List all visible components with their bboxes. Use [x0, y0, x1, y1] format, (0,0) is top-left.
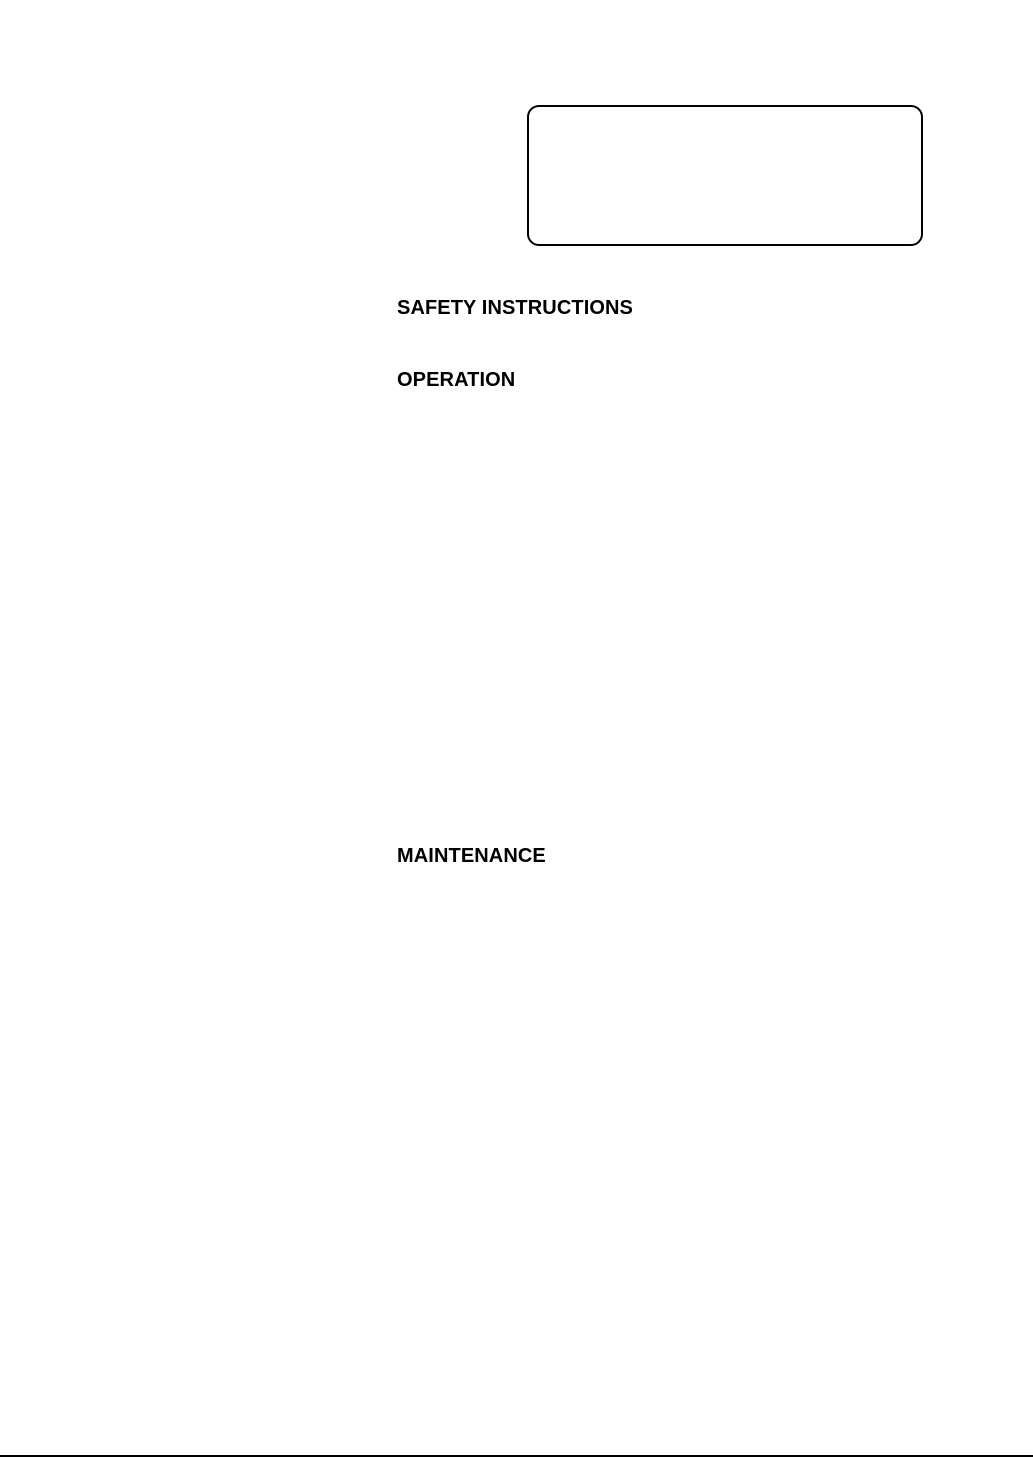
title-box	[527, 105, 923, 246]
heading-operation: OPERATION	[397, 369, 516, 391]
bottom-divider	[0, 1455, 1033, 1457]
heading-maintenance: MAINTENANCE	[397, 845, 546, 867]
heading-safety-instructions: SAFETY INSTRUCTIONS	[397, 297, 633, 319]
